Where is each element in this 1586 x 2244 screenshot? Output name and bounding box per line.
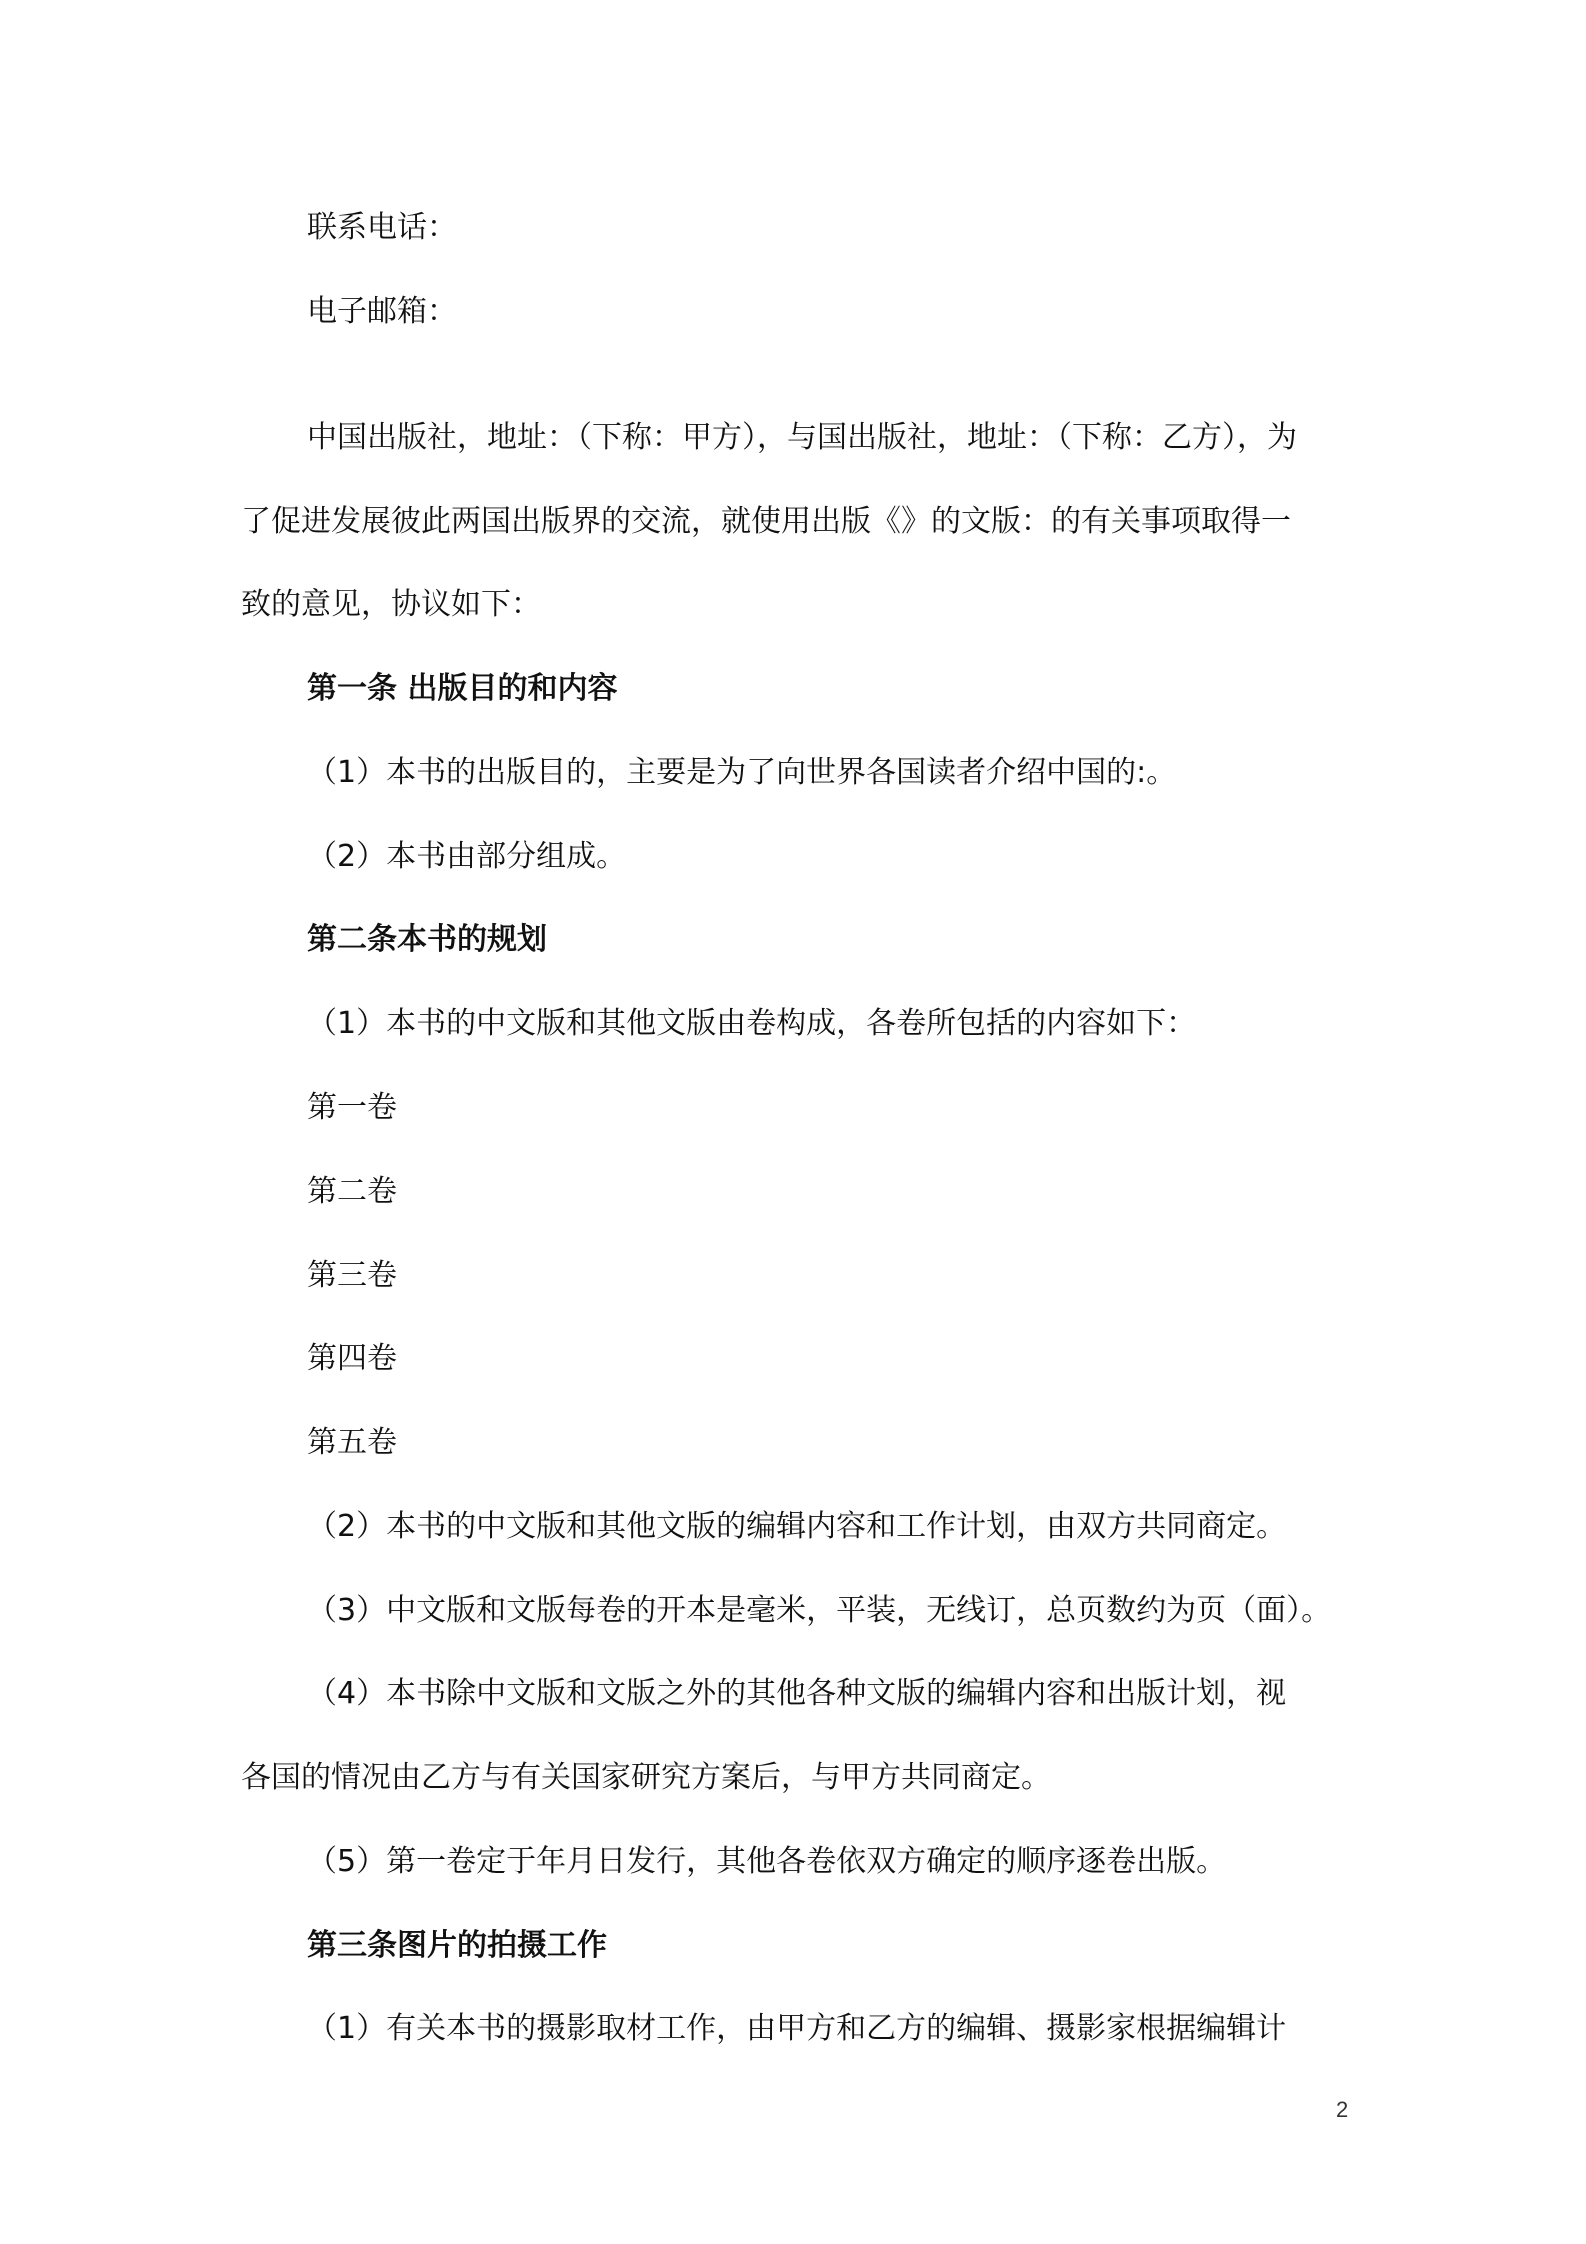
- intro-paragraph-line-1: 中国出版社，地址：（下称：甲方），与国出版社，地址：（下称：乙方），为: [307, 420, 1297, 455]
- volume-1: 第一卷: [307, 1090, 397, 1125]
- article-2-item-3: （3）中文版和文版每卷的开本是毫米，平装，无线订，总页数约为页（面）。: [307, 1593, 1332, 1628]
- article-3-item-1: （1）有关本书的摄影取材工作，由甲方和乙方的编辑、摄影家根据编辑计: [307, 2011, 1287, 2046]
- article-2-item-5: （5）第一卷定于年月日发行，其他各卷依双方确定的顺序逐卷出版。: [307, 1844, 1227, 1879]
- page-number: 2: [1336, 2097, 1349, 2122]
- intro-paragraph-line-2: 了促进发展彼此两国出版界的交流，就使用出版《》的文版：的有关事项取得一: [241, 504, 1291, 539]
- contact-email-line: 电子邮箱：: [307, 294, 457, 329]
- article-2-heading: 第二条本书的规划: [307, 922, 547, 957]
- article-2-item-2: （2）本书的中文版和其他文版的编辑内容和工作计划，由双方共同商定。: [307, 1509, 1287, 1544]
- article-1-heading: 第一条 出版目的和内容: [307, 671, 618, 706]
- article-2-item-1: （1）本书的中文版和其他文版由卷构成，各卷所包括的内容如下：: [307, 1006, 1197, 1041]
- article-2-item-4-line-1: （4）本书除中文版和文版之外的其他各种文版的编辑内容和出版计划，视: [307, 1676, 1287, 1711]
- contact-phone-line: 联系电话：: [307, 210, 457, 245]
- volume-5: 第五卷: [307, 1425, 397, 1460]
- article-1-item-2: （2）本书由部分组成。: [307, 839, 627, 874]
- article-1-item-1: （1）本书的出版目的，主要是为了向世界各国读者介绍中国的:。: [307, 755, 1177, 790]
- article-2-item-4-line-2: 各国的情况由乙方与有关国家研究方案后，与甲方共同商定。: [241, 1760, 1051, 1795]
- intro-paragraph-line-3: 致的意见，协议如下：: [241, 587, 541, 622]
- article-3-heading: 第三条图片的拍摄工作: [307, 1928, 607, 1963]
- volume-3: 第三卷: [307, 1258, 397, 1293]
- volume-2: 第二卷: [307, 1174, 397, 1209]
- volume-4: 第四卷: [307, 1341, 397, 1376]
